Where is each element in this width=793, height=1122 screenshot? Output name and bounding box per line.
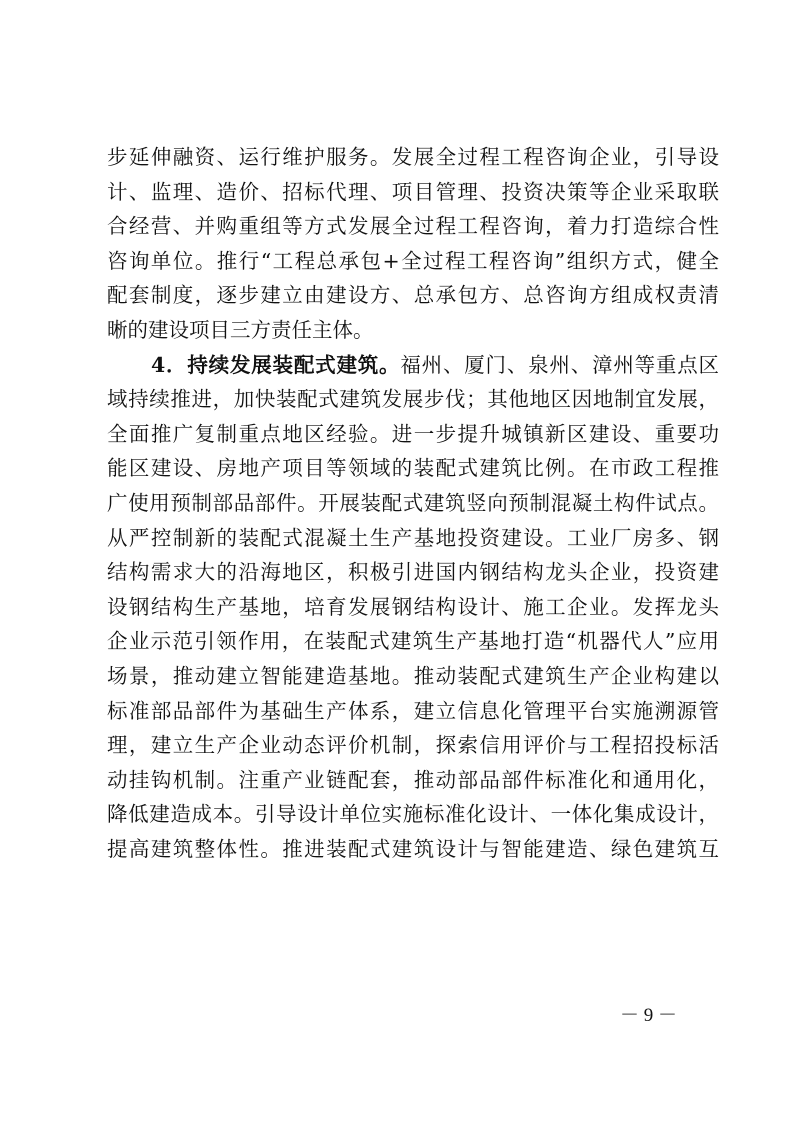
section-heading: 持续发展装配式建筑。 (187, 352, 401, 377)
heading-line (107, 348, 719, 383)
text-line: 场景，推动建立智能建造基地。推动装配式建筑生产企业构建以 (107, 663, 719, 688)
text-line: 能区建设、房地产项目等领域的装配式建筑比例。在市政工程推 (107, 456, 719, 481)
text-line: 域持续推进，加快装配式建筑发展步伐；其他地区因地制宜发展， (107, 387, 719, 412)
text-line: 广使用预制部品部件。开展装配式建筑竖向预制混凝土构件试点。 (107, 490, 719, 515)
paragraph-2 (107, 348, 719, 867)
text-line: 降低建造成本。引导设计单位实施标准化设计、一体化集成设计， (107, 802, 719, 827)
text-line: 提高建筑整体性。推进装配式建筑设计与智能建造、绿色建筑互 (107, 836, 719, 861)
heading-line-rest: 福州、厦门、泉州、漳州等重点区 (400, 352, 719, 377)
text-line: 全面推广复制重点地区经验。进一步提升城镇新区建设、重要功 (107, 421, 719, 446)
text-line: 计、监理、造价、招标代理、项目管理、投资决策等企业采取联 (107, 179, 719, 204)
text-line: 配套制度，逐步建立由建设方、总承包方、总咨询方组成权责清 (107, 283, 719, 308)
text-line: 咨询单位。推行“工程总承包+全过程工程咨询”组织方式，健全 (107, 248, 719, 273)
paragraph-1 (107, 140, 719, 348)
text-line: 合经营、并购重组等方式发展全过程工程咨询，着力打造综合性 (107, 214, 719, 239)
text-line: 动挂钩机制。注重产业链配套，推动部品部件标准化和通用化， (107, 767, 719, 792)
text-line: 结构需求大的沿海地区，积极引进国内钢结构龙头企业，投资建 (107, 560, 719, 585)
text-line: 理，建立生产企业动态评价机制，探索信用评价与工程招投标活 (107, 733, 719, 758)
text-line: 标准部品部件为基础生产体系，建立信息化管理平台实施溯源管 (107, 698, 719, 723)
text-line: 设钢结构生产基地，培育发展钢结构设计、施工企业。发挥龙头 (107, 594, 719, 619)
section-number: 4． (151, 352, 188, 377)
text-line: 步延伸融资、运行维护服务。发展全过程工程咨询企业，引导设 (107, 145, 719, 169)
body-text (107, 140, 719, 866)
text-line: 从严控制新的装配式混凝土生产基地投资建设。工业厂房多、钢 (107, 525, 719, 550)
page-number: － 9 － (620, 1005, 678, 1026)
text-line: 企业示范引领作用，在装配式建筑生产基地打造“机器代人”应用 (107, 629, 719, 654)
text-line: 晰的建设项目三方责任主体。 (107, 317, 374, 342)
